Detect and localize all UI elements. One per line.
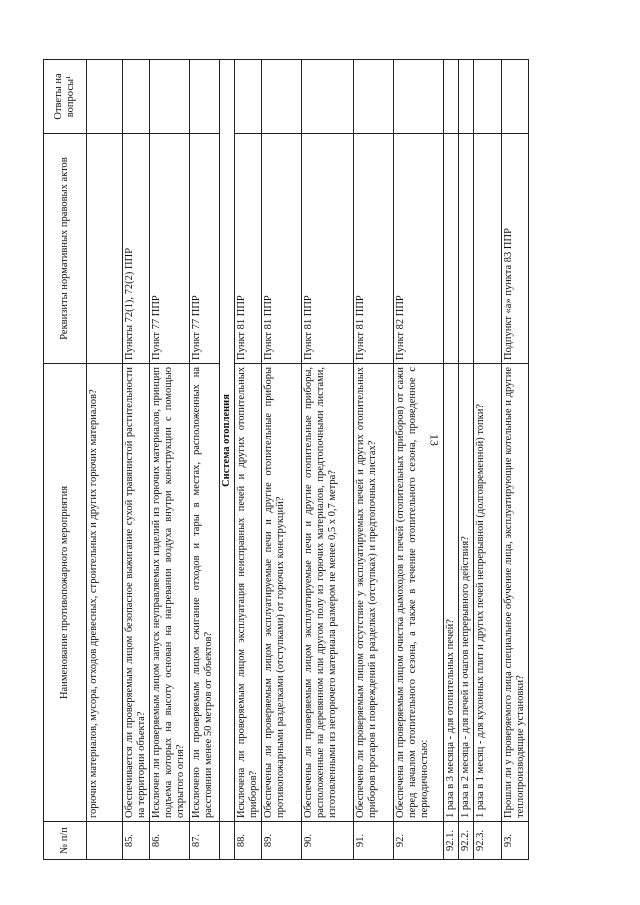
table-header-row: [44, 60, 87, 860]
section-title: Система отопления: [220, 60, 235, 822]
table-row: [235, 60, 262, 860]
header-name: Наименование противопожарного мероприятия: [44, 364, 87, 822]
row-num: 85.: [123, 822, 150, 860]
row-answer: [235, 60, 262, 134]
row-requisites: [444, 134, 459, 364]
page-number: 13: [427, 434, 442, 446]
section-row: [220, 60, 235, 860]
row-num: 91.: [354, 822, 394, 860]
row-answer: [302, 60, 354, 134]
row-name: 1 раза в 2 месяца - для печей и очагов непрерывного действия?: [459, 364, 474, 822]
header-num: № п/п: [44, 822, 87, 860]
row-answer: [444, 60, 459, 134]
row-num: 92.2.: [459, 822, 474, 860]
row-answer: [394, 60, 444, 134]
row-name: Исключено ли проверяемым лицом сжигание отходов и тары в местах, расположенных на расстоянии менее 50 метров от объектов?: [190, 364, 220, 822]
row-requisites: Пункт 81 ППР: [302, 134, 354, 364]
row-num: [87, 822, 123, 860]
row-requisites: [87, 134, 123, 364]
row-requisites: Пункт 81 ППР: [235, 134, 262, 364]
row-requisites: Пункт 77 ППР: [190, 134, 220, 364]
row-requisites: Подпункт «а» пункта 83 ППР: [502, 134, 529, 364]
rotated-page: [43, 60, 569, 860]
row-answer: [502, 60, 529, 134]
table-row: [502, 60, 529, 860]
row-answer: [262, 60, 302, 134]
table-row: [262, 60, 302, 860]
header-requisites: Реквизиты нормативных правовых актов: [44, 134, 87, 364]
row-requisites: Пункты 72(1), 72(2) ППР: [123, 134, 150, 364]
row-answer: [87, 60, 123, 134]
section-num-cell: [220, 822, 235, 860]
row-answer: [150, 60, 190, 134]
row-name: 1 раза в 3 месяца - для отопительных печей?: [444, 364, 459, 822]
row-name: Исключена ли проверяемым лицом эксплуатация неисправных печей и других отопительных приборов?: [235, 364, 262, 822]
row-name: Обеспечена ли проверяемым лицом очистка дымоходов и печей (отопительных приборов) от сажи перед началом отопительного сезона, а также в течение отопительного сезона, проведенное с периодичностью:: [394, 364, 444, 822]
row-name: Обеспечены ли проверяемым лицом эксплуатируемые печи и другие отопительные приборы противопожарными разделками (отступками) от горючих конструкций?: [262, 364, 302, 822]
table-row: [123, 60, 150, 860]
row-name: горючих материалов, мусора, отходов древесных, строительных и других горючих материалов?: [87, 364, 123, 822]
row-name: Обеспечены ли проверяемым лицом эксплуатируемые печи и другие отопительные приборы, расположенные на деревянном или другом полу из горючих материалов, предтопочными листами, изготовленными из негорючего материала размером не менее 0,5 х 0,7 метра?: [302, 364, 354, 822]
row-requisites: Пункт 82 ППР: [394, 134, 444, 364]
table-row: [474, 60, 502, 860]
row-num: 87.: [190, 822, 220, 860]
row-requisites: Пункт 81 ППР: [262, 134, 302, 364]
row-answer: [190, 60, 220, 134]
fire-safety-checklist-table: [43, 59, 529, 860]
table-row: [87, 60, 123, 860]
row-name: Обеспечено ли проверяемым лицом отсутствие у эксплуатируемых печей и других отопительных приборов прогаров и повреждений в разделках (отступках) и предтопочных листах?: [354, 364, 394, 822]
row-requisites: Пункт 77 ППР: [150, 134, 190, 364]
row-name: Прошли ли у проверяемого лица специальное обучение лица, эксплуатирующие котельные и другие теплопроизводящие установки?: [502, 364, 529, 822]
table-row: [444, 60, 459, 860]
row-name: 1 раза в 1 месяц - для кухонных плит и других печей непрерывной (долговременной) топки?: [474, 364, 502, 822]
row-answer: [459, 60, 474, 134]
row-num: 93.: [502, 822, 529, 860]
row-requisites: [474, 134, 502, 364]
table-row: [150, 60, 190, 860]
row-num: 86.: [150, 822, 190, 860]
row-requisites: [459, 134, 474, 364]
row-num: 92.1.: [444, 822, 459, 860]
row-num: 92.: [394, 822, 444, 860]
header-answers: Ответы на вопросы¹: [44, 60, 87, 134]
row-answer: [354, 60, 394, 134]
row-requisites: Пункт 81 ППР: [354, 134, 394, 364]
row-answer: [123, 60, 150, 134]
table-row: [394, 60, 444, 860]
row-num: 90.: [302, 822, 354, 860]
row-answer: [474, 60, 502, 134]
table-row: [302, 60, 354, 860]
table-row: [190, 60, 220, 860]
row-num: 89.: [262, 822, 302, 860]
row-name: Обеспечивается ли проверяемым лицом безопасное выжигание сухой травянистой растительности на территории объекта?: [123, 364, 150, 822]
row-num: 88.: [235, 822, 262, 860]
table-row: [354, 60, 394, 860]
row-name: Исключен ли проверяемым лицом запуск неуправляемых изделий из горючих материалов, принцип подъема которых на высоту основан на нагревании воздуха внутри конструкции с помощью открытого огня?: [150, 364, 190, 822]
row-num: 92.3.: [474, 822, 502, 860]
table-row: [459, 60, 474, 860]
